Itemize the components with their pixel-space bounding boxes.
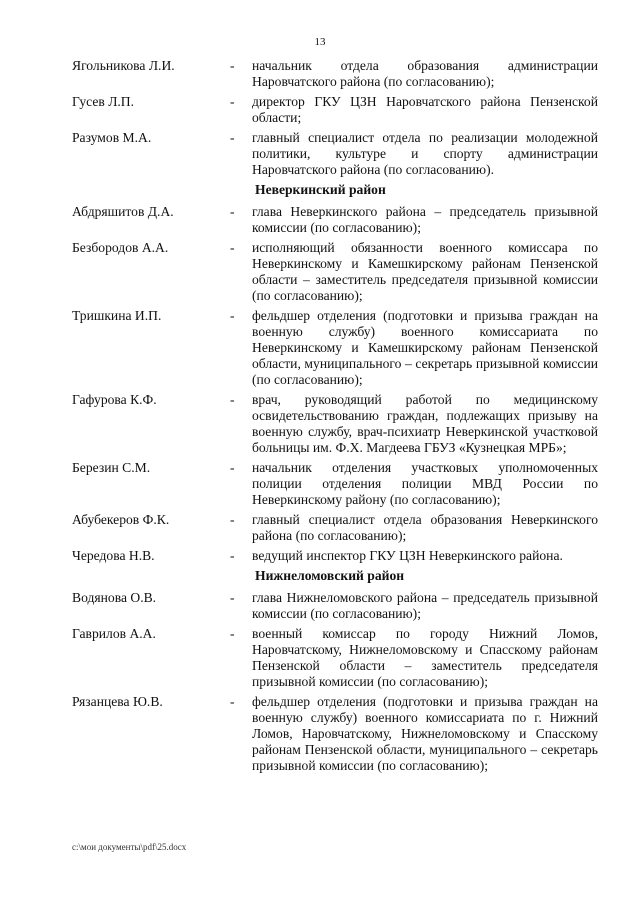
member-row (72, 694, 598, 774)
member-name: Тришкина И.П. (72, 308, 162, 323)
member-position: главный специалист отдела образования Неверкинского района (по согласованию); (252, 512, 598, 543)
page-number: 13 (314, 36, 326, 48)
member-name: Рязанцева Ю.В. (72, 694, 163, 709)
member-position: начальник отделения участковых уполномоченных полиции отделения полиции МВД России по Неверкинскому району (по согласованию); (252, 460, 598, 507)
member-name: Водянова О.В. (72, 590, 157, 605)
member-row (72, 240, 598, 304)
list-dash: - (230, 130, 235, 145)
member-position: начальник отдела образования администрации Наровчатского района (по согласованию); (252, 58, 598, 89)
list-dash: - (230, 548, 235, 563)
member-name: Разумов М.А. (72, 130, 152, 145)
member-row (72, 460, 598, 508)
member-name: Ягольникова Л.И. (72, 58, 175, 73)
member-position: глава Нижнеломовского района – председатель призывной комиссии (по согласованию); (252, 590, 598, 621)
member-name: Абдряшитов Д.А. (72, 204, 174, 219)
member-row (72, 590, 598, 622)
member-row (72, 94, 598, 126)
member-position: глава Неверкинского района – председатель призывной комиссии (по согласованию); (252, 204, 598, 235)
member-row (72, 204, 598, 236)
list-dash: - (230, 204, 235, 219)
district-heading: Неверкинский район (255, 182, 386, 197)
member-name: Абубекеров Ф.К. (72, 512, 170, 527)
member-position: исполняющий обязанности военного комиссара по Неверкинскому и Камешкирскому районам Пензенской области – заместитель председателя призывной комиссии (по согласованию); (252, 240, 598, 303)
list-dash: - (230, 460, 235, 475)
member-row (72, 626, 598, 690)
list-dash: - (230, 392, 235, 407)
list-dash: - (230, 512, 235, 527)
member-row (72, 130, 598, 178)
list-dash: - (230, 308, 235, 323)
member-position: главный специалист отдела по реализации молодежной политики, культуре и спорту администрации Наровчатского района (по согласованию). (252, 130, 598, 177)
member-position: фельдшер отделения (подготовки и призыва граждан на военную службу) военного комиссариата по г. Нижний Ломов, Наровчатскому, Нижнеломовскому и Спасскому районам Пензенской области, муниципального – секретарь призывной комиссии (по согласованию); (252, 694, 598, 773)
district-heading: Нижнеломовский район (255, 568, 405, 583)
member-row (72, 58, 598, 90)
list-dash: - (230, 240, 235, 255)
list-dash: - (230, 694, 235, 709)
member-name: Безбородов А.А. (72, 240, 169, 255)
member-row (72, 548, 598, 564)
member-position: фельдшер отделения (подготовки и призыва граждан на военную службу) военного комиссариата по Неверкинскому и Камешкирскому районам Пензенской области, муниципального – секретарь призывной комиссии (по согласованию); (252, 308, 598, 387)
member-position: врач, руководящий работой по медицинскому освидетельствованию граждан, подлежащих призыву на военную службу, врач-психиатр Неверкинской участковой больницы им. Ф.Х. Магдеева ГБУЗ «Кузнецкая МРБ»; (252, 392, 598, 455)
list-dash: - (230, 94, 235, 109)
member-row (72, 308, 598, 388)
member-name: Березин С.М. (72, 460, 151, 475)
list-dash: - (230, 626, 235, 641)
member-name: Гаврилов А.А. (72, 626, 156, 641)
member-name: Гафурова К.Ф. (72, 392, 157, 407)
member-row (72, 392, 598, 456)
list-dash: - (230, 590, 235, 605)
member-position: военный комиссар по городу Нижний Ломов, Наровчатскому, Нижнеломовскому и Спасскому районам Пензенской области – заместитель председателя призывной комиссии (по согласованию); (252, 626, 598, 689)
member-position: директор ГКУ ЦЗН Наровчатского района Пензенской области; (252, 94, 598, 125)
member-name: Чередова Н.В. (72, 548, 155, 563)
file-path-footer: c:\мои документы\pdf\25.docx (72, 842, 187, 852)
member-row (72, 512, 598, 544)
commission-member-list (72, 58, 598, 778)
member-name: Гусев Л.П. (72, 94, 135, 109)
member-position: ведущий инспектор ГКУ ЦЗН Неверкинского района. (252, 548, 563, 563)
list-dash: - (230, 58, 235, 73)
